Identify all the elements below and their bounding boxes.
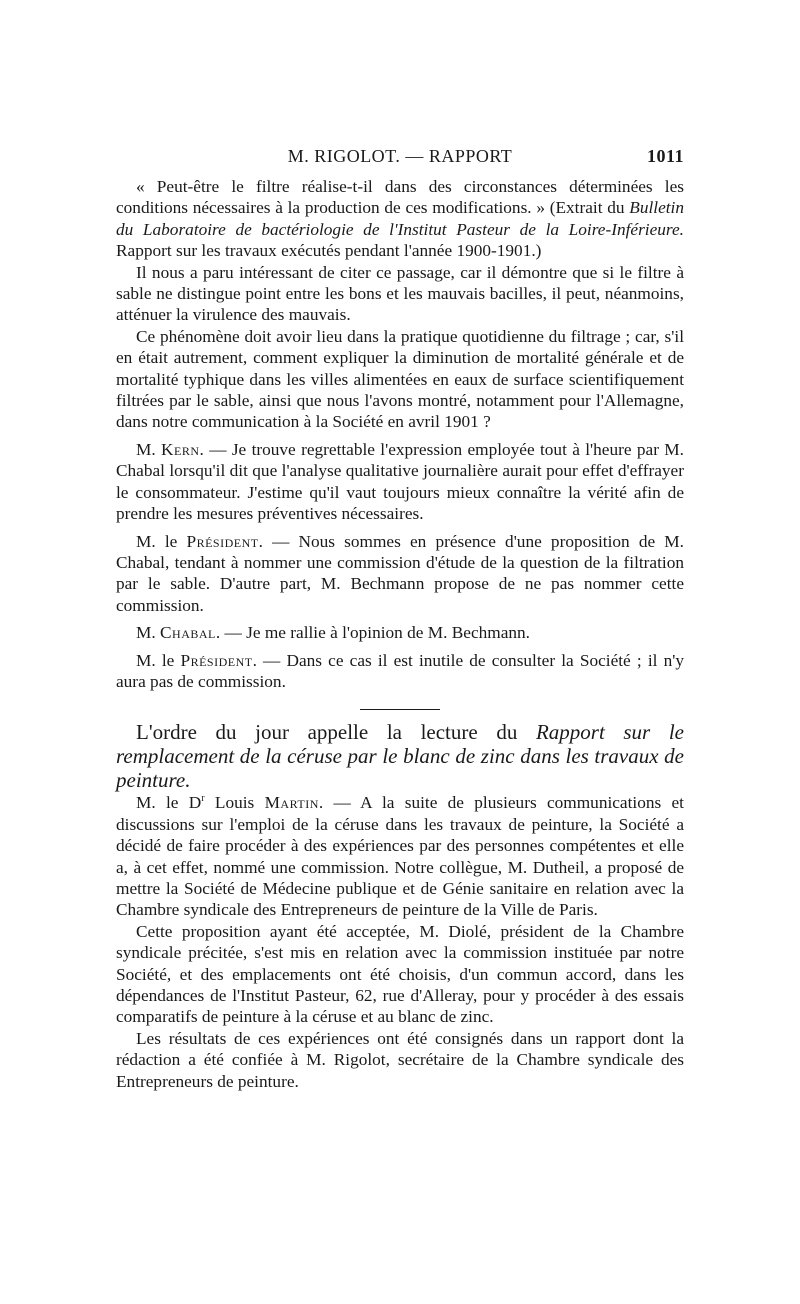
section-divider [360, 709, 440, 710]
report-citation: Rapport sur les travaux exécutés pendant l'année 1900-1901.) [116, 241, 542, 261]
bulletin-title: Bulletin du Laboratoire de bactériologie de l'Institut Pasteur de la Loire-Inférieure. [116, 198, 684, 239]
speaker-name: Président [186, 531, 259, 551]
speaker-name: Kern [161, 439, 200, 459]
paragraph-quote-extract [116, 176, 684, 262]
speaker-prefix: M. le [136, 650, 181, 670]
speech-text: . — Nous sommes en présence d'une proposition de M. Chabal, tendant à nommer une commission d'étude de la question de la filtration par le sable. D'autre part, M. Bechmann propose de ne pas nommer cette commission. [116, 531, 684, 615]
running-header [116, 146, 684, 170]
paragraph-president-2 [116, 650, 684, 693]
speech-text: . — Je me rallie à l'opinion de M. Bechmann. [215, 623, 530, 643]
speaker-prefix: M. le D [136, 793, 202, 813]
doctor-abbrev-sup: r [201, 793, 205, 805]
speaker-name: Chabal [160, 623, 216, 643]
speaker-prefix: M. [136, 439, 162, 459]
speech-text: . — Dans ce cas il est inutile de consulter la Société ; il n'y aura pas de commission. [116, 650, 684, 691]
speech-text: . — Je trouve regrettable l'expression employée tout à l'heure par M. Chabal lorsqu'il dit que l'analyse qualitative journalière aurait pour effet d'effrayer le consommateur. J'estime qu'il vaut toujours mieux connaître la vérité afin de prendre les mesures préventives nécessaires. [116, 439, 684, 524]
speech-text: . — A la suite de plusieurs communications et discussions sur l'emploi de la céruse dans les travaux de peinture, la Société a décidé de faire procéder à des expériences par des personnes compétentes et elle a, à cet effet, nommé une commission. Notre collègue, M. Dutheil, a proposé de mettre la Société de Médecine publique et de Génie sanitaire en relation avec la Chambre syndicale des Entrepreneurs de peinture de la Ville de Paris. [116, 793, 684, 920]
paragraph-diole: Cette proposition ayant été acceptée, M. Diolé, président de la Chambre syndicale précitée, s'est mis en relation avec la commission instituée par notre Société, et des emplacements ont été choisis, d'un commun accord, dans les dépendances de l'Institut Pasteur, 62, rue d'Alleray, pour y procéder à des essais comparatifs de peinture à la céruse et au blanc de zinc. [116, 921, 684, 1027]
paragraph-chabal [116, 622, 684, 643]
speaker-prefix: M. [136, 623, 161, 643]
speaker-name: Martin [264, 793, 319, 813]
paragraph-martin [116, 792, 684, 920]
page-body [116, 176, 684, 1092]
paragraph-results: Les résultats de ces expériences ont été consignés dans un rapport dont la rédaction a été confiée à M. Rigolot, secrétaire de la Chambre syndicale des Entrepreneurs de peinture. [116, 1028, 684, 1091]
agenda-heading [116, 720, 684, 792]
page-number: 1011 [646, 146, 684, 166]
quote-text: « Peut-être le filtre réalise-t-il dans des circonstances déterminées les conditions nécessaires à la production de ces modifications. » (Extrait du [116, 177, 684, 218]
paragraph-president-1 [116, 531, 684, 617]
report-title: Rapport sur le remplacement de la céruse par le blanc de zinc dans les travaux de peinture. [116, 720, 684, 793]
paragraph-kern [116, 439, 684, 525]
speaker-first-name: Louis [204, 793, 265, 813]
running-title: M. RIGOLOT. — RAPPORT [287, 146, 513, 166]
agenda-intro: L'ordre du jour appelle la lecture du [136, 720, 536, 745]
speaker-name: Président [180, 650, 253, 670]
paragraph-filtration-phenomenon: Ce phénomène doit avoir lieu dans la pratique quotidienne du filtrage ; car, s'il en était autrement, comment expliquer la diminution de mortalité générale et de mortalité typhique dans les villes alimentées en eaux de surface scientifiquement filtrées par le sable, ainsi que nous l'avons montré, notamment pour l'Allemagne, dans notre communication à la Société en avril 1901 ? [116, 326, 684, 432]
paragraph-filter-virulence: Il nous a paru intéressant de citer ce passage, car il démontre que si le filtre à sable ne distingue point entre les bons et les mauvais bacilles, il peut, néanmoins, atténuer la virulence des mauvais. [116, 262, 684, 325]
speaker-prefix: M. le [136, 531, 187, 551]
